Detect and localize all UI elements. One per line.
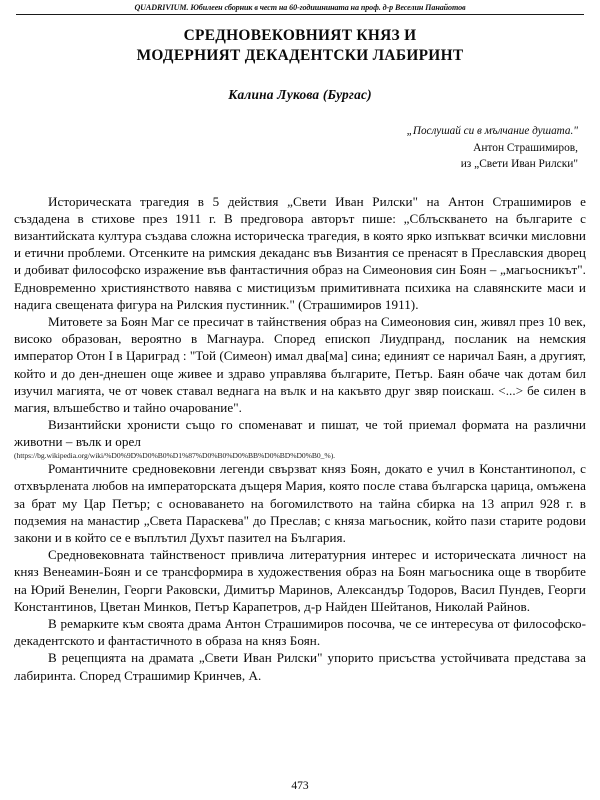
paragraph: Средновековната тайнственост привлича литературния интерес и историческата личност на княз Венеамин-Боян и се трансформира в художествения образ на Боян магьосника още в творбите на Юрий Венелин, Георги Раковски, Димитър Маринов, Александър Тодоров, Васил Пундев, Георги Константинов, Цветан Минков, Петър Карапетров, д-р Найден Шейтанов, Николай Райнов.: [14, 547, 586, 614]
page-title: [14, 26, 586, 65]
title-line-1: СРЕДНОВЕКОВНИЯТ КНЯЗ И: [183, 26, 417, 44]
epigraph-quote: „Послушай си в мълчание душата.": [406, 125, 578, 138]
paragraph: Романтичните средновековни легенди свързват княз Боян, докато е учил в Константинопол, с отхвърлената любов на императорската дъщеря Мария, която после става българска царица, омъжена за брат му Цар Петър; с основаването на богомилството на тайна сбирка на 13 април 928 г. в подземия на манастир „Света Параскева" до Преслав; с княза магьосник, който пази старите родови закони и в който се е въплътил Духът пазител на България.: [14, 461, 586, 545]
title-line-2: МОДЕРНИЯТ ДЕКАДЕНТСКИ ЛАБИРИНТ: [136, 46, 464, 64]
epigraph-source: из „Свети Иван Рилски": [460, 158, 578, 171]
running-head: QUADRIVIUM. Юбилеен сборник в чест на 60-годишнината на проф. д-р Веселин Панайотов: [16, 4, 584, 15]
epigraph-author: Антон Страшимиров,: [473, 142, 578, 155]
paragraph: Историческата трагедия в 5 действия „Свети Иван Рилски" на Антон Страшимиров е създадена в стихове през 1911 г. В предговора авторът пише: „Сблъскването на българите с византийската култура създава сложна историческа трагедия, в която ярко изпъкват всички мисловни и етични проблеми. Отсенките на римския декаданс във Византия се пренасят в Преславския дворец и добиват философско изражение във фантастичния образ на Симеоновия син Боян – „магьосникът". Едновременно християнството навява с мистицизъм примитивната психика на славянските маси и надига свещената фигура на Рилския пустинник." (Страшимиров 1911).: [14, 193, 586, 312]
paragraph: В рецепцията на драмата „Свети Иван Рилски" упорито присъства устойчивата представа за лабиринта. Според Страшимир Кринчев, А.: [14, 650, 586, 683]
paragraph: Митовете за Боян Маг се пресичат в тайнствения образ на Симеоновия син, живял през 10 век, високо образован, вероятно в Магнаура. Според епископ Лиудпранд, посланик на немския император Отон I в Цариград : "Той (Симеон) имал два[ма] сина; единият се наричал Баян, а другият, който и до ден-днешен още живее и здраво управлява българите, Петър. Баян обаче чак дотам бил изучил магията, че от човек ставал веднага на вълк и на какъвто друг звяр поискаш. <...> бе силен в магия, влъшебство и тайно очарование".: [14, 314, 586, 416]
footnote-url[interactable]: (https://bg.wikipedia.org/wiki/%D0%9D%D0%B0%D1%87%D0%B0%D0%BB%D0%BD%D0%B0_%).: [14, 450, 336, 460]
author-byline: Калина Лукова (Бургас): [228, 87, 372, 103]
epigraph-block: [14, 124, 586, 172]
paragraph: Византийски хронисти също го споменават и пишат, че той приемал формата на различни животни – вълк и орел: [14, 417, 586, 450]
page-number: 473: [291, 780, 309, 792]
paragraph: В ремарките към своята драма Антон Страшимиров посочва, че се интересува от философско-декадентското и фантастичното в образа на княз Боян.: [14, 615, 586, 649]
body-text: [14, 193, 586, 684]
